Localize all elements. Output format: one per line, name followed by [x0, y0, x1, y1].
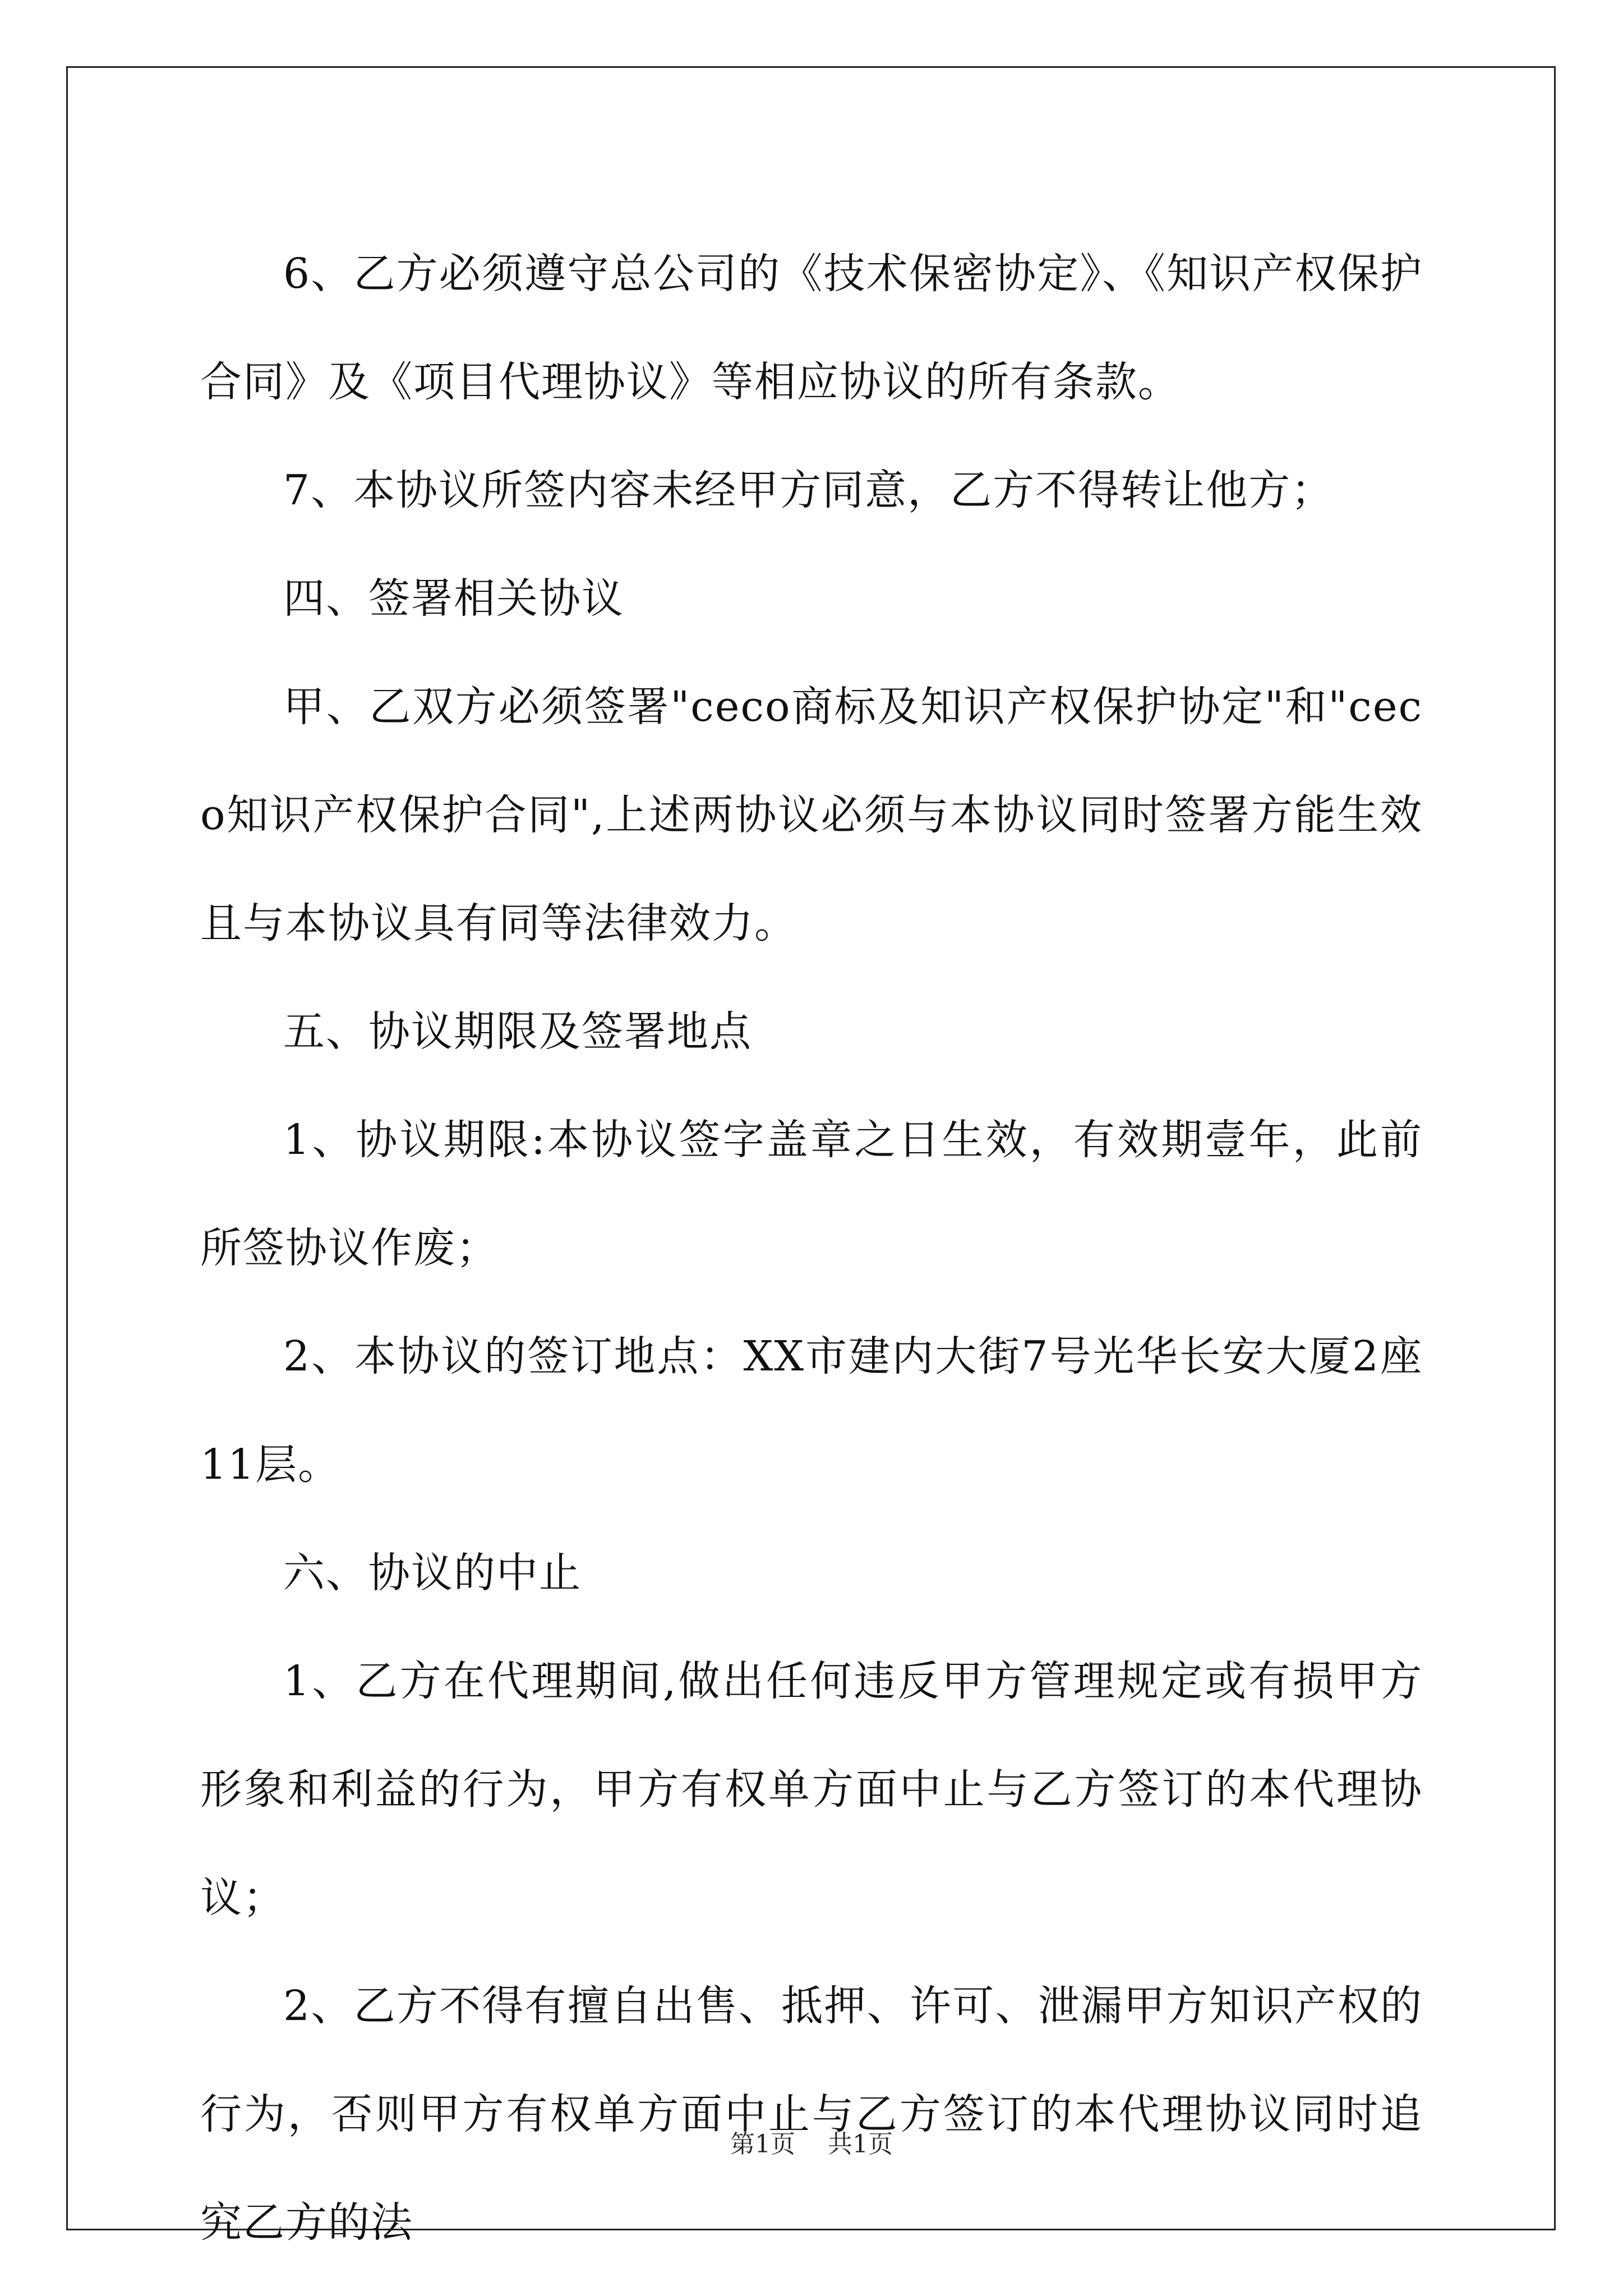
- page-number: 第1页: [730, 2130, 795, 2159]
- page-footer: [0, 2128, 1623, 2161]
- document-body: [200, 220, 1423, 2277]
- paragraph-termination-2: 2、乙方不得有擅自出售、抵押、许可、泄漏甲方知识产权的行为，否则甲方有权单方面中止与乙方签订的本代理协议同时追究乙方的法: [200, 1982, 1423, 2247]
- paragraph-term: 1、协议期限:本协议签字盖章之日生效，有效期壹年，此前所签协议作废；: [200, 1116, 1423, 1272]
- section-heading-4: 四、签署相关协议: [283, 574, 624, 623]
- page-total: 共1页: [828, 2130, 893, 2159]
- section-heading-5: 五、协议期限及签署地点: [283, 1007, 752, 1056]
- paragraph-location: 2、本协议的签订地点：XX市建内大街7号光华长安大厦2座11层。: [200, 1332, 1423, 1489]
- paragraph-clause-7: 7、本协议所签内容未经甲方同意，乙方不得转让他方；: [283, 466, 1334, 514]
- section-heading-6: 六、协议的中止: [283, 1549, 582, 1597]
- paragraph-sign-agreements: 甲、乙双方必须签署"ceco商标及知识产权保护协定"和"ceco知识产权保护合同",上述两协议必须与本协议同时签署方能生效且与本协议具有同等法律效力。: [200, 683, 1423, 947]
- paragraph-clause-6: 6、乙方必须遵守总公司的《技术保密协定》、《知识产权保护合同》及《项目代理协议》等相应协议的所有条款。: [200, 250, 1423, 406]
- paragraph-termination-1: 1、乙方在代理期间,做出任何违反甲方管理规定或有损甲方形象和利益的行为，甲方有权单方面中止与乙方签订的本代理协议；: [200, 1657, 1423, 1922]
